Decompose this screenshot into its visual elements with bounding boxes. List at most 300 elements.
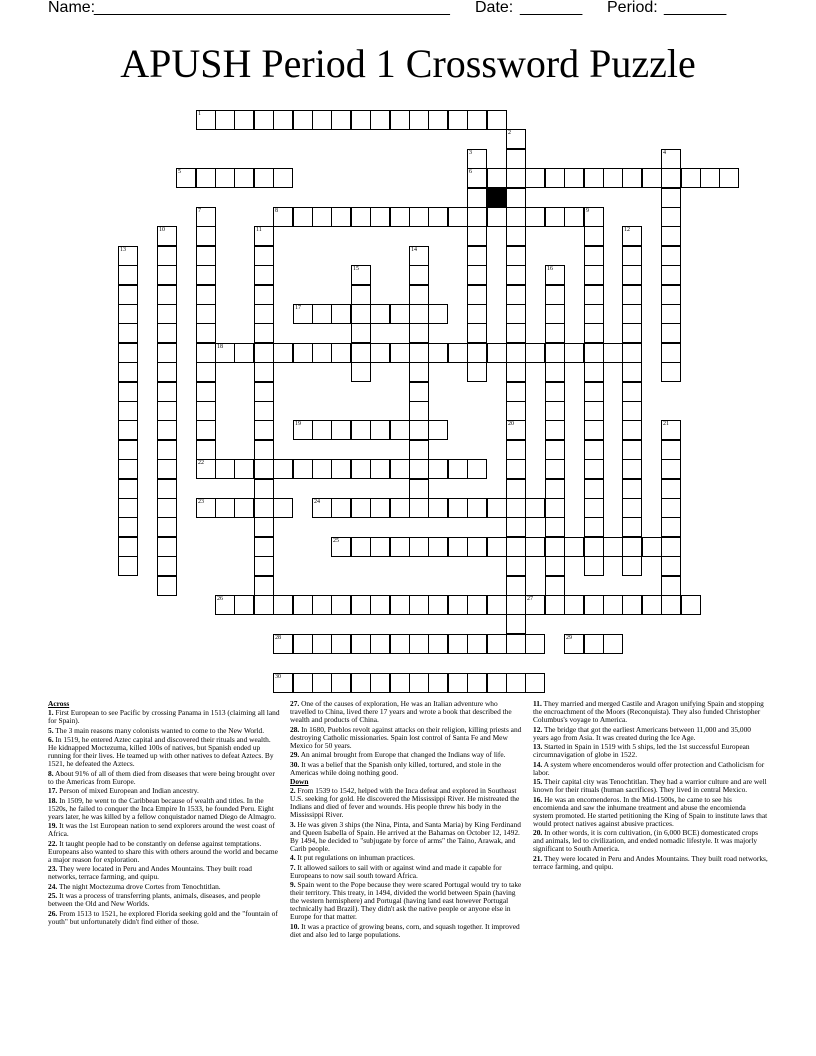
crossword-cell[interactable] [487,110,507,130]
crossword-cell[interactable] [157,285,177,305]
crossword-cell[interactable] [661,149,681,169]
crossword-cell[interactable] [564,595,584,615]
crossword-cell[interactable] [467,362,487,382]
crossword-cell[interactable] [448,207,468,227]
crossword-cell[interactable] [622,382,642,402]
crossword-cell[interactable] [254,265,274,285]
crossword-cell[interactable] [603,343,623,363]
crossword-cell[interactable] [545,362,565,382]
crossword-cell[interactable] [506,323,526,343]
crossword-cell[interactable] [506,595,526,615]
crossword-cell[interactable] [506,285,526,305]
crossword-cell[interactable] [312,595,332,615]
crossword-cell[interactable] [157,343,177,363]
crossword-cell[interactable] [370,595,390,615]
crossword-cell[interactable] [525,498,545,518]
crossword-cell[interactable] [273,498,293,518]
crossword-cell[interactable] [487,537,507,557]
crossword-cell[interactable] [584,479,604,499]
crossword-cell[interactable] [351,459,371,479]
crossword-cell[interactable] [331,634,351,654]
crossword-cell[interactable] [448,498,468,518]
crossword-cell[interactable] [312,110,332,130]
crossword-cell[interactable] [254,517,274,537]
crossword-cell[interactable] [467,207,487,227]
crossword-cell[interactable] [118,343,138,363]
crossword-cell[interactable] [545,401,565,421]
crossword-cell[interactable] [390,537,410,557]
crossword-cell[interactable] [545,479,565,499]
crossword-cell[interactable] [487,343,507,363]
crossword-cell[interactable] [467,265,487,285]
crossword-cell[interactable] [448,110,468,130]
crossword-cell[interactable] [351,362,371,382]
crossword-cell[interactable] [293,673,313,693]
crossword-cell[interactable] [661,362,681,382]
crossword-cell[interactable] [622,265,642,285]
crossword-cell[interactable] [390,207,410,227]
crossword-cell[interactable] [506,265,526,285]
crossword-cell[interactable] [642,168,662,188]
crossword-cell[interactable] [448,595,468,615]
crossword-cell[interactable] [661,323,681,343]
crossword-cell[interactable] [273,595,293,615]
crossword-cell[interactable] [196,440,216,460]
crossword-cell[interactable] [351,498,371,518]
crossword-cell[interactable] [370,498,390,518]
crossword-cell[interactable] [506,168,526,188]
crossword-cell[interactable] [506,517,526,537]
crossword-cell[interactable] [409,440,429,460]
crossword-cell[interactable] [293,207,313,227]
crossword-cell[interactable] [409,285,429,305]
crossword-cell[interactable] [487,207,507,227]
crossword-cell[interactable] [428,420,448,440]
crossword-cell[interactable] [390,673,410,693]
crossword-cell[interactable] [719,168,739,188]
crossword-cell[interactable] [448,537,468,557]
crossword-cell[interactable] [467,673,487,693]
crossword-cell[interactable] [584,207,604,227]
crossword-cell[interactable] [700,168,720,188]
crossword-cell[interactable] [564,634,584,654]
crossword-cell[interactable] [196,323,216,343]
crossword-cell[interactable] [370,459,390,479]
crossword-cell[interactable] [409,498,429,518]
crossword-cell[interactable] [370,537,390,557]
crossword-cell[interactable] [390,459,410,479]
crossword-cell[interactable] [603,634,623,654]
crossword-cell[interactable] [157,556,177,576]
crossword-cell[interactable] [506,420,526,440]
crossword-cell[interactable] [428,343,448,363]
crossword-cell[interactable] [603,537,623,557]
crossword-cell[interactable] [312,207,332,227]
crossword-cell[interactable] [584,595,604,615]
crossword-cell[interactable] [157,459,177,479]
crossword-cell[interactable] [487,498,507,518]
crossword-cell[interactable] [661,498,681,518]
crossword-cell[interactable] [448,343,468,363]
crossword-cell[interactable] [467,149,487,169]
crossword-cell[interactable] [506,556,526,576]
crossword-cell[interactable] [622,440,642,460]
crossword-cell[interactable] [196,226,216,246]
crossword-cell[interactable] [545,537,565,557]
crossword-cell[interactable] [584,459,604,479]
crossword-cell[interactable] [622,517,642,537]
crossword-cell[interactable] [254,420,274,440]
crossword-cell[interactable] [545,576,565,596]
crossword-cell[interactable] [157,323,177,343]
crossword-cell[interactable] [409,382,429,402]
crossword-cell[interactable] [545,440,565,460]
crossword-cell[interactable] [234,459,254,479]
crossword-cell[interactable] [254,537,274,557]
crossword-cell[interactable] [428,673,448,693]
crossword-cell[interactable] [681,168,701,188]
crossword-cell[interactable] [273,207,293,227]
crossword-cell[interactable] [467,246,487,266]
crossword-cell[interactable] [506,634,526,654]
crossword-cell[interactable] [293,110,313,130]
crossword-cell[interactable] [661,246,681,266]
crossword-cell[interactable] [506,362,526,382]
crossword-cell[interactable] [661,420,681,440]
crossword-cell[interactable] [196,246,216,266]
crossword-cell[interactable] [409,420,429,440]
crossword-cell[interactable] [390,304,410,324]
crossword-cell[interactable] [273,168,293,188]
crossword-cell[interactable] [331,459,351,479]
crossword-cell[interactable] [118,498,138,518]
crossword-cell[interactable] [622,226,642,246]
crossword-cell[interactable] [428,459,448,479]
crossword-cell[interactable] [196,285,216,305]
crossword-cell[interactable] [545,420,565,440]
crossword-cell[interactable] [118,401,138,421]
crossword-cell[interactable] [506,673,526,693]
crossword-cell[interactable] [661,285,681,305]
crossword-cell[interactable] [506,129,526,149]
crossword-cell[interactable] [584,265,604,285]
crossword-cell[interactable] [584,382,604,402]
crossword-cell[interactable] [506,304,526,324]
crossword-cell[interactable] [196,343,216,363]
crossword-cell[interactable] [525,673,545,693]
crossword-cell[interactable] [661,265,681,285]
crossword-cell[interactable] [506,576,526,596]
crossword-cell[interactable] [312,304,332,324]
crossword-cell[interactable] [545,498,565,518]
crossword-cell[interactable] [254,304,274,324]
crossword-cell[interactable] [661,168,681,188]
crossword-cell[interactable] [545,382,565,402]
crossword-cell[interactable] [215,498,235,518]
crossword-cell[interactable] [370,673,390,693]
crossword-cell[interactable] [622,498,642,518]
crossword-cell[interactable] [196,304,216,324]
crossword-cell[interactable] [545,265,565,285]
crossword-cell[interactable] [293,343,313,363]
crossword-cell[interactable] [506,459,526,479]
crossword-cell[interactable] [525,168,545,188]
crossword-cell[interactable] [409,246,429,266]
crossword-cell[interactable] [622,246,642,266]
crossword-cell[interactable] [351,323,371,343]
crossword-cell[interactable] [584,168,604,188]
crossword-cell[interactable] [584,498,604,518]
crossword-cell[interactable] [584,420,604,440]
crossword-cell[interactable] [157,537,177,557]
crossword-cell[interactable] [157,265,177,285]
crossword-cell[interactable] [467,459,487,479]
crossword-cell[interactable] [428,110,448,130]
crossword-cell[interactable] [448,673,468,693]
crossword-cell[interactable] [661,517,681,537]
crossword-cell[interactable] [661,556,681,576]
crossword-cell[interactable] [351,110,371,130]
name-blank[interactable]: ________________________________________ [94,0,450,16]
crossword-cell[interactable] [196,382,216,402]
crossword-cell[interactable] [506,498,526,518]
crossword-cell[interactable] [525,595,545,615]
crossword-cell[interactable] [428,537,448,557]
crossword-cell[interactable] [157,382,177,402]
crossword-cell[interactable] [351,285,371,305]
crossword-cell[interactable] [254,440,274,460]
crossword-cell[interactable] [409,595,429,615]
crossword-cell[interactable] [661,226,681,246]
crossword-cell[interactable] [642,537,662,557]
crossword-cell[interactable] [157,420,177,440]
crossword-cell[interactable] [622,479,642,499]
crossword-cell[interactable] [545,207,565,227]
crossword-cell[interactable] [273,673,293,693]
crossword-cell[interactable] [603,168,623,188]
crossword-cell[interactable] [254,382,274,402]
crossword-cell[interactable] [254,285,274,305]
crossword-cell[interactable] [118,285,138,305]
crossword-cell[interactable] [409,207,429,227]
crossword-cell[interactable] [506,343,526,363]
crossword-cell[interactable] [254,556,274,576]
crossword-cell[interactable] [351,537,371,557]
crossword-cell[interactable] [157,401,177,421]
crossword-cell[interactable] [622,401,642,421]
crossword-cell[interactable] [622,323,642,343]
crossword-cell[interactable] [331,420,351,440]
crossword-cell[interactable] [118,537,138,557]
crossword-cell[interactable] [428,634,448,654]
crossword-cell[interactable] [157,246,177,266]
crossword-cell[interactable] [545,323,565,343]
crossword-cell[interactable] [351,343,371,363]
crossword-cell[interactable] [234,498,254,518]
crossword-cell[interactable] [467,285,487,305]
crossword-cell[interactable] [118,304,138,324]
crossword-cell[interactable] [234,343,254,363]
crossword-cell[interactable] [312,498,332,518]
crossword-cell[interactable] [118,517,138,537]
crossword-cell[interactable] [487,673,507,693]
crossword-cell[interactable] [254,246,274,266]
crossword-cell[interactable] [584,537,604,557]
crossword-cell[interactable] [409,362,429,382]
crossword-cell[interactable] [545,459,565,479]
crossword-cell[interactable] [584,517,604,537]
crossword-cell[interactable] [370,420,390,440]
crossword-cell[interactable] [390,343,410,363]
crossword-cell[interactable] [661,537,681,557]
crossword-cell[interactable] [564,343,584,363]
period-blank[interactable]: _______ [664,0,727,16]
crossword-cell[interactable] [622,420,642,440]
crossword-cell[interactable] [370,110,390,130]
crossword-cell[interactable] [293,459,313,479]
crossword-cell[interactable] [351,634,371,654]
crossword-cell[interactable] [118,362,138,382]
crossword-cell[interactable] [545,304,565,324]
crossword-cell[interactable] [428,595,448,615]
crossword-cell[interactable] [118,265,138,285]
crossword-cell[interactable] [584,634,604,654]
crossword-cell[interactable] [428,304,448,324]
crossword-cell[interactable] [273,110,293,130]
crossword-cell[interactable] [506,401,526,421]
crossword-cell[interactable] [506,188,526,208]
crossword-cell[interactable] [312,420,332,440]
crossword-cell[interactable] [506,246,526,266]
crossword-cell[interactable] [564,168,584,188]
crossword-cell[interactable] [584,343,604,363]
crossword-cell[interactable] [312,673,332,693]
crossword-cell[interactable] [622,556,642,576]
crossword-cell[interactable] [254,595,274,615]
crossword-cell[interactable] [312,343,332,363]
crossword-cell[interactable] [525,634,545,654]
crossword-cell[interactable] [390,595,410,615]
crossword-cell[interactable] [506,614,526,634]
crossword-cell[interactable] [118,246,138,266]
crossword-cell[interactable] [506,440,526,460]
crossword-cell[interactable] [118,420,138,440]
crossword-cell[interactable] [506,382,526,402]
crossword-cell[interactable] [157,479,177,499]
crossword-cell[interactable] [390,498,410,518]
crossword-cell[interactable] [409,634,429,654]
crossword-cell[interactable] [467,304,487,324]
crossword-cell[interactable] [428,498,448,518]
crossword-cell[interactable] [196,459,216,479]
crossword-cell[interactable] [467,498,487,518]
crossword-cell[interactable] [622,343,642,363]
crossword-cell[interactable] [487,595,507,615]
crossword-cell[interactable] [642,595,662,615]
crossword-cell[interactable] [409,673,429,693]
crossword-cell[interactable] [118,459,138,479]
crossword-cell[interactable] [293,634,313,654]
crossword-cell[interactable] [584,401,604,421]
crossword-cell[interactable] [215,110,235,130]
crossword-cell[interactable] [409,343,429,363]
crossword-cell[interactable] [409,110,429,130]
crossword-cell[interactable] [234,110,254,130]
crossword-cell[interactable] [467,226,487,246]
crossword-cell[interactable] [254,362,274,382]
crossword-cell[interactable] [118,440,138,460]
crossword-cell[interactable] [448,634,468,654]
crossword-cell[interactable] [506,479,526,499]
crossword-cell[interactable] [584,285,604,305]
crossword-cell[interactable] [293,595,313,615]
crossword-cell[interactable] [196,362,216,382]
crossword-cell[interactable] [661,576,681,596]
crossword-cell[interactable] [467,110,487,130]
crossword-cell[interactable] [312,459,332,479]
crossword-cell[interactable] [196,498,216,518]
crossword-cell[interactable] [273,634,293,654]
crossword-cell[interactable] [467,168,487,188]
crossword-cell[interactable] [545,343,565,363]
crossword-cell[interactable] [622,168,642,188]
crossword-cell[interactable] [351,673,371,693]
crossword-cell[interactable] [622,537,642,557]
crossword-cell[interactable] [428,207,448,227]
crossword-cell[interactable] [176,168,196,188]
crossword-cell[interactable] [351,595,371,615]
crossword-cell[interactable] [331,207,351,227]
crossword-cell[interactable] [234,595,254,615]
crossword-cell[interactable] [409,265,429,285]
crossword-cell[interactable] [157,304,177,324]
crossword-cell[interactable] [584,323,604,343]
crossword-cell[interactable] [661,207,681,227]
crossword-cell[interactable] [273,459,293,479]
crossword-cell[interactable] [390,420,410,440]
crossword-cell[interactable] [622,304,642,324]
crossword-cell[interactable] [254,226,274,246]
crossword-cell[interactable] [196,420,216,440]
crossword-cell[interactable] [370,634,390,654]
crossword-cell[interactable] [584,246,604,266]
crossword-cell[interactable] [506,537,526,557]
crossword-cell[interactable] [506,149,526,169]
crossword-cell[interactable] [661,440,681,460]
crossword-cell[interactable] [254,459,274,479]
crossword-cell[interactable] [622,285,642,305]
crossword-cell[interactable] [661,595,681,615]
crossword-cell[interactable] [273,343,293,363]
crossword-cell[interactable] [564,207,584,227]
crossword-cell[interactable] [196,168,216,188]
crossword-cell[interactable] [525,343,545,363]
crossword-cell[interactable] [467,634,487,654]
crossword-cell[interactable] [118,479,138,499]
crossword-cell[interactable] [157,362,177,382]
crossword-cell[interactable] [584,440,604,460]
crossword-cell[interactable] [661,188,681,208]
crossword-cell[interactable] [370,207,390,227]
crossword-cell[interactable] [215,595,235,615]
crossword-cell[interactable] [331,595,351,615]
crossword-cell[interactable] [331,343,351,363]
crossword-cell[interactable] [331,537,351,557]
crossword-cell[interactable] [234,168,254,188]
crossword-cell[interactable] [331,498,351,518]
crossword-cell[interactable] [254,479,274,499]
crossword-cell[interactable] [661,343,681,363]
